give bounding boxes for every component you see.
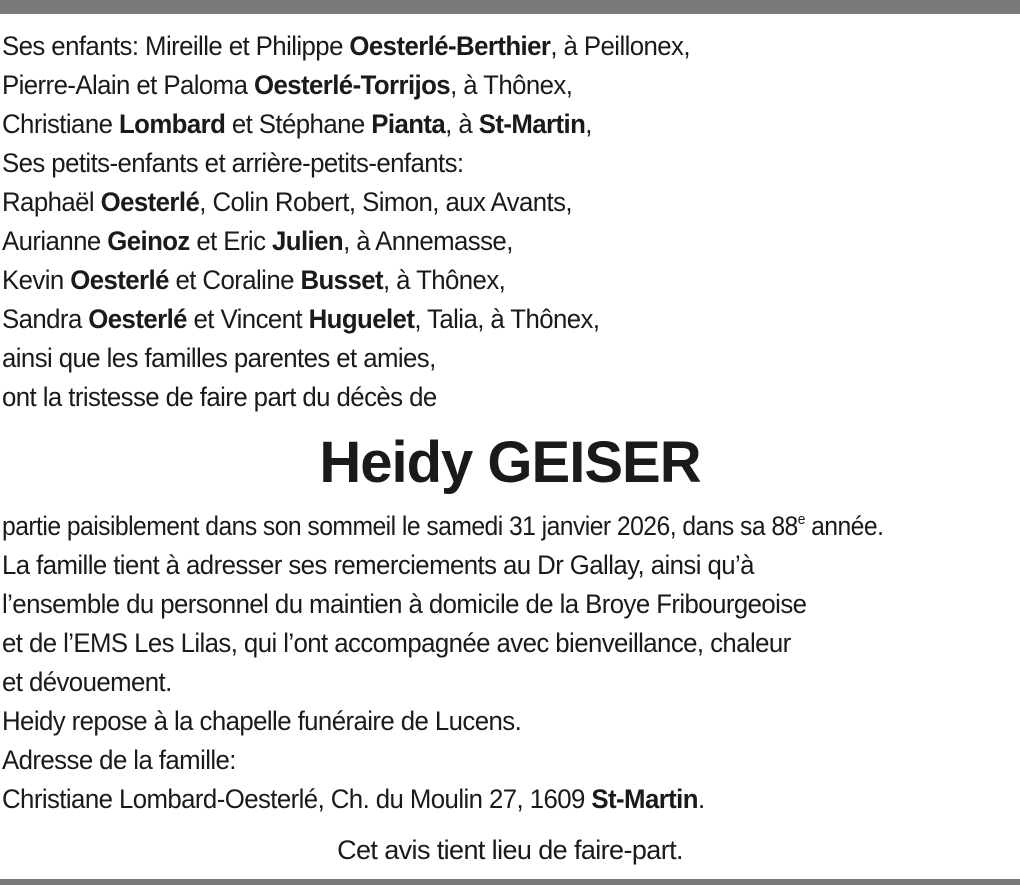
place-name: St-Martin bbox=[591, 784, 698, 814]
intro-line: Ses petits-enfants et arrière-petits-enfants: bbox=[2, 148, 464, 178]
family-surname: Huguelet bbox=[308, 304, 415, 334]
family-surname: Geinoz bbox=[107, 226, 190, 256]
body-line: Heidy repose à la chapelle funéraire de Lucens. bbox=[2, 706, 522, 736]
family-surname: Oesterlé bbox=[100, 187, 200, 217]
intro-line: ont la tristesse de faire part du décès de bbox=[2, 382, 437, 412]
intro-line: ainsi que les familles parentes et amies, bbox=[2, 343, 436, 373]
body-line: l’ensemble du personnel du maintien à domicile de la Broye Fribourgeoise bbox=[2, 589, 807, 619]
intro-line: Kevin Oesterlé et Coraline Busset, à Thônex, bbox=[2, 265, 506, 295]
body-line: La famille tient à adresser ses remerciements au Dr Gallay, ainsi qu’à bbox=[2, 550, 754, 580]
family-surname: Oesterlé bbox=[70, 265, 169, 295]
intro-line: Christiane Lombard et Stéphane Pianta, à St-Martin, bbox=[2, 109, 592, 139]
intro-line: Raphaël Oesterlé, Colin Robert, Simon, aux Avants, bbox=[2, 187, 573, 217]
place-name: St-Martin bbox=[478, 109, 586, 139]
body-line: partie paisiblement dans son sommeil le samedi 31 janvier 2026, dans sa 88e année. bbox=[2, 511, 884, 541]
family-surname: Pianta bbox=[371, 109, 446, 139]
family-surname: Busset bbox=[300, 265, 384, 295]
body-line: et de l’EMS Les Lilas, qui l’ont accompagnée avec bienveillance, chaleur bbox=[2, 628, 791, 658]
family-address-line: Christiane Lombard-Oesterlé, Ch. du Moulin 27, 1609 St-Martin. bbox=[2, 784, 705, 814]
top-border-rule bbox=[0, 0, 1020, 14]
body-line: et dévouement. bbox=[2, 667, 172, 697]
body-line: Adresse de la famille: bbox=[2, 745, 236, 775]
family-surname: Julien bbox=[271, 226, 344, 256]
intro-line: Ses enfants: Mireille et Philippe Oesterlé-Berthier, à Peillonex, bbox=[2, 31, 690, 61]
closing-note: Cet avis tient lieu de faire-part. bbox=[337, 835, 683, 865]
family-announcement bbox=[2, 27, 1018, 417]
family-surname: Oesterlé-Torrijos bbox=[253, 70, 451, 100]
family-surname: Oesterlé-Berthier bbox=[349, 31, 551, 61]
family-surname: Lombard bbox=[118, 109, 226, 139]
family-surname: Oesterlé bbox=[88, 304, 187, 334]
announcement-body bbox=[2, 507, 1018, 819]
intro-line: Pierre-Alain et Paloma Oesterlé-Torrijos, à Thônex, bbox=[2, 70, 573, 100]
bottom-border-rule bbox=[0, 879, 1020, 885]
deceased-name: Heidy GEISER bbox=[319, 430, 701, 495]
intro-line: Sandra Oesterlé et Vincent Huguelet, Talia, à Thônex, bbox=[2, 304, 600, 334]
intro-line: Aurianne Geinoz et Eric Julien, à Annemasse, bbox=[2, 226, 513, 256]
